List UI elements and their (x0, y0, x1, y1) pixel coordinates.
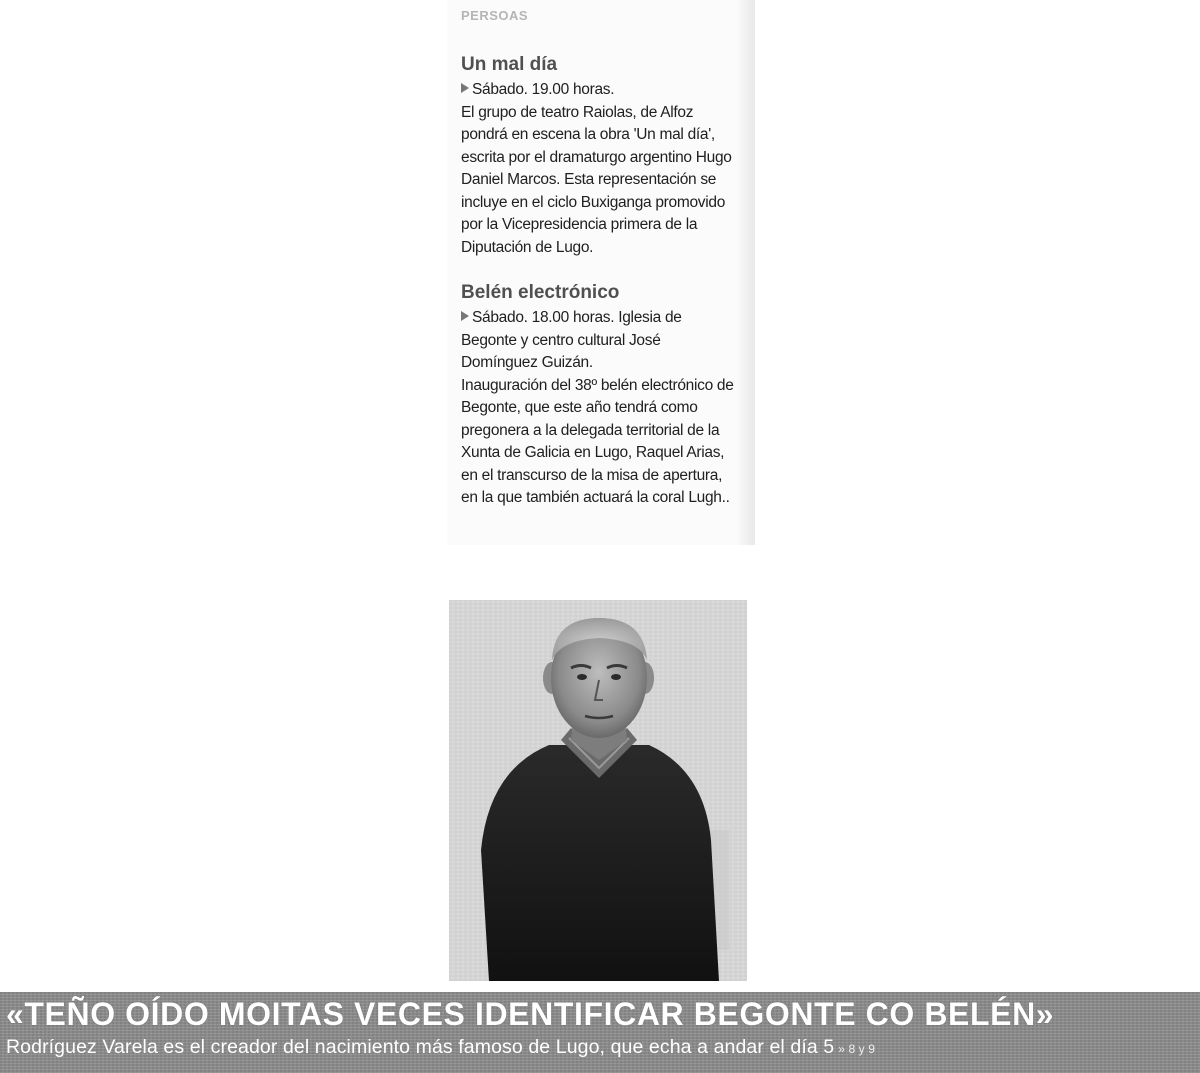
event-body: El grupo de teatro Raiolas, de Alfoz pondrá en escena la obra 'Un mal día', escrita por el dramaturgo argentino Hugo Daniel Marcos. Esta representación se incluye en el ciclo Buxiganga promovido por la Vicepresidencia primera de la Diputación de Lugo. (461, 103, 732, 256)
play-arrow-icon (461, 311, 469, 321)
event-meta-text: Sábado. 19.00 horas. (472, 81, 615, 98)
event-meta (461, 79, 741, 102)
event-meta (461, 307, 741, 375)
headline-band (0, 992, 1200, 1073)
event-body: Inauguración del 38º belén electrónico de Begonte, que este año tendrá como pregonera a la delegada territorial de la Xunta de Galicia en Lugo, Raquel Arias, en el transcurso de la misa de apertura, en la que también actuará la coral Lugh.. (461, 376, 734, 506)
event-item (461, 53, 741, 259)
events-column (447, 0, 753, 545)
portrait-photo (449, 600, 747, 981)
event-title: Belén electrónico (461, 282, 620, 303)
event-item (461, 281, 741, 510)
event-title: Un mal día (461, 54, 558, 75)
page-reference: » 8 y 9 (838, 1042, 875, 1056)
play-arrow-icon (461, 83, 469, 93)
headline-subtitle-text: Rodríguez Varela es el creador del nacimiento más famoso de Lugo, que echa a andar el día 5 (6, 1036, 835, 1058)
portrait-illustration (449, 600, 747, 981)
headline-subtitle (6, 1035, 875, 1061)
section-kicker: PERSOAS (461, 8, 529, 23)
event-meta-text: Sábado. 18.00 horas. Iglesia de Begonte y centro cultural José Domínguez Guizán. (461, 309, 682, 371)
headline-title: «TEÑO OÍDO MOITAS VECES IDENTIFICAR BEGONTE CO BELÉN» (6, 996, 1055, 1032)
